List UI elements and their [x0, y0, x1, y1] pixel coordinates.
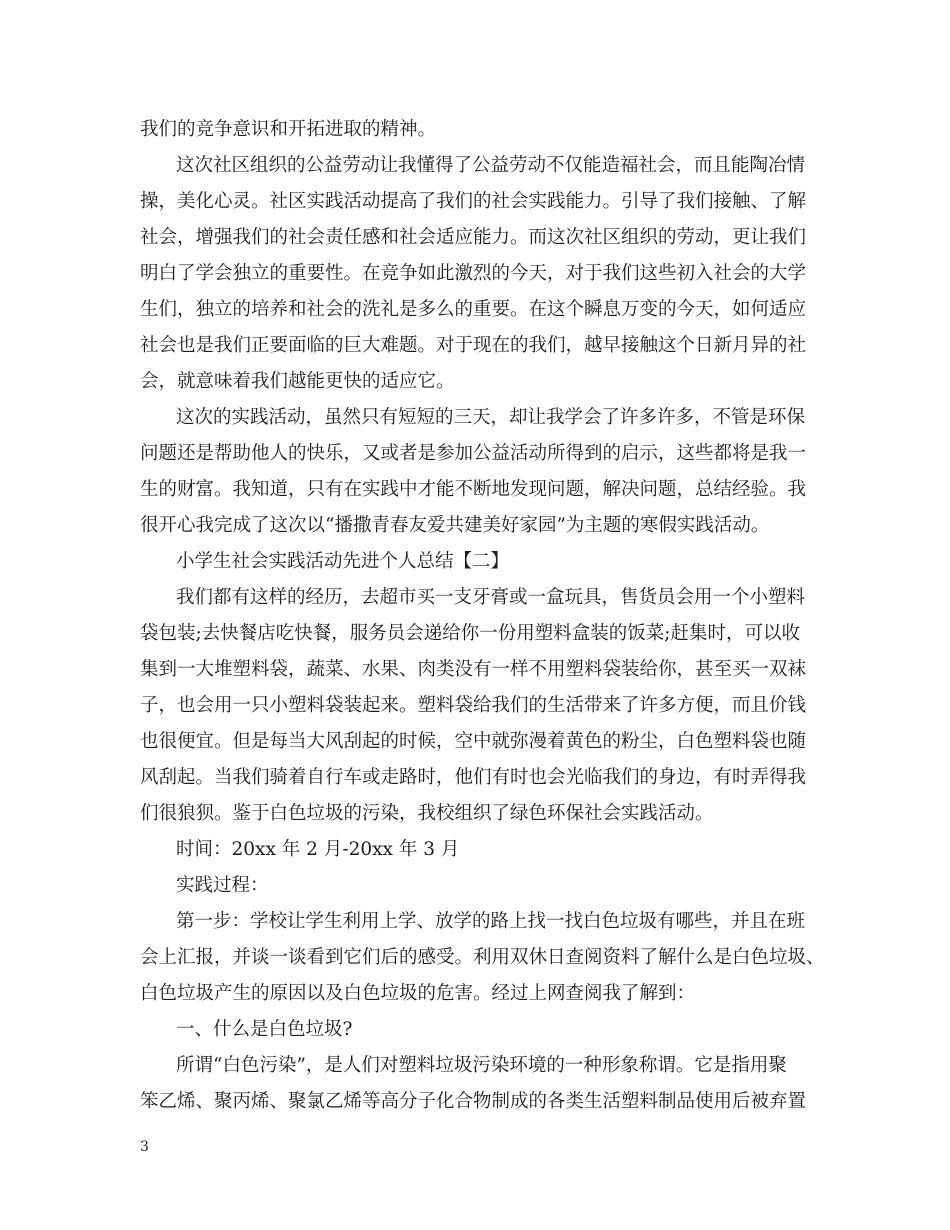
text-line: 小学生社会实践活动先进个人总结【二】 — [176, 551, 510, 572]
text-line: 风刮起。当我们骑着自行车或走路时，他们有时也会光临我们的身边，有时弄得我 — [140, 767, 807, 788]
text-line: 我们都有这样的经历，去超市买一支牙膏或一盒玩具，售货员会用一个小塑料 — [176, 587, 806, 608]
text-line: 很开心我完成了这次以“播撒青春友爱共建美好家园”为主题的寒假实践活动。 — [140, 515, 770, 536]
text-line: 白色垃圾产生的原因以及白色垃圾的危害。经过上网查阅我了解到： — [140, 983, 696, 1004]
text-line: 生的财富。我知道，只有在实践中才能不断地发现问题，解决问题，总结经验。我 — [140, 479, 807, 500]
text-line: 袋包装;去快餐店吃快餐，服务员会递给你一份用塑料盒装的饭菜;赶集时，可以收 — [140, 623, 800, 644]
text-line: 操，美化心灵。社区实践活动提高了我们的社会实践能力。引导了我们接触、了解 — [140, 191, 807, 212]
body-text — [140, 112, 830, 1120]
text-line: 笨乙烯、聚丙烯、聚氯乙烯等高分子化合物制成的各类生活塑料制品使用后被弃置 — [140, 1091, 807, 1112]
text-line: 子，也会用一只小塑料袋装起来。塑料袋给我们的生活带来了许多方便，而且价钱 — [140, 695, 807, 716]
text-line: 问题还是帮助他人的快乐，又或者是参加公益活动所得到的启示，这些都将是我一 — [140, 443, 807, 464]
text-line: 生们，独立的培养和社会的洗礼是多么的重要。在这个瞬息万变的今天，如何适应 — [140, 299, 807, 320]
text-line: 们很狼狈。鉴于白色垃圾的污染，我校组织了绿色环保社会实践活动。 — [140, 803, 714, 824]
text-line: 也很便宜。但是每当大风刮起的时候，空中就弥漫着黄色的粉尘，白色塑料袋也随 — [140, 731, 807, 752]
text-line: 所谓“白色污染”，是人们对塑料垃圾污染环境的一种形象称谓。它是指用聚 — [176, 1055, 787, 1076]
text-line: 集到一大堆塑料袋，蔬菜、水果、肉类没有一样不用塑料袋装给你，甚至买一双袜 — [140, 659, 807, 680]
text-line: 社会，增强我们的社会责任感和社会适应能力。而这次社区组织的劳动，更让我们 — [140, 227, 807, 248]
text-line: 会上汇报，并谈一谈看到它们后的感受。利用双休日查阅资料了解什么是白色垃圾、 — [140, 947, 825, 968]
text-line: 一、什么是白色垃圾? — [176, 1019, 353, 1040]
text-line: 时间：20xx 年 2 月-20xx 年 3 月 — [176, 839, 460, 860]
text-line: 明白了学会独立的重要性。在竞争如此激烈的今天，对于我们这些初入社会的大学 — [140, 263, 807, 284]
page-number: 3 — [140, 1139, 149, 1155]
text-line: 会，就意味着我们越能更快的适应它。 — [140, 371, 455, 392]
text-line: 这次的实践活动，虽然只有短短的三天，却让我学会了许多许多，不管是环保 — [176, 407, 806, 428]
text-line: 第一步：学校让学生利用上学、放学的路上找一找白色垃圾有哪些，并且在班 — [176, 911, 806, 932]
text-line: 这次社区组织的公益劳动让我懂得了公益劳动不仅能造福社会，而且能陶冶情 — [176, 155, 806, 176]
text-line: 实践过程： — [176, 875, 269, 896]
text-line: 社会也是我们正要面临的巨大难题。对于现在的我们，越早接触这个日新月异的社 — [140, 335, 807, 356]
text-line: 我们的竞争意识和开拓进取的精神。 — [140, 119, 437, 140]
